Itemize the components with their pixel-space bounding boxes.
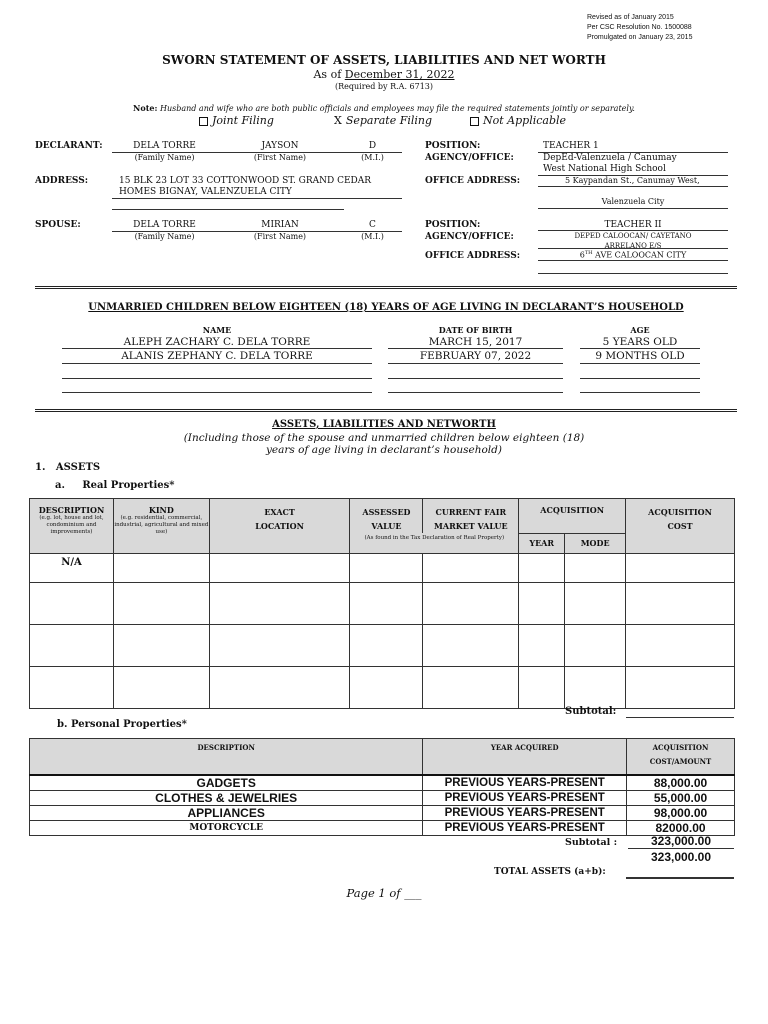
- total-assets-label: TOTAL ASSETS (a+b):: [494, 867, 606, 877]
- children-heading: UNMARRIED CHILDREN BELOW EIGHTEEN (18) YEARS OF AGE LIVING IN DECLARANT’S HOUSEHOLD: [88, 302, 684, 313]
- pp-row-1-desc: GADGETS: [30, 775, 423, 791]
- office-address-line-2: Valenzuela City: [601, 197, 665, 206]
- family-name-caption: (Family Name): [134, 153, 195, 162]
- pp-col-cost-1: ACQUISITION: [652, 743, 709, 752]
- separate-filing-label: Separate Filing: [345, 114, 433, 127]
- joint-filing-option[interactable]: [199, 114, 274, 127]
- pp-row-3-cost: 98,000.00: [627, 805, 735, 820]
- table-row: [30, 820, 735, 835]
- col-fair: [423, 499, 519, 534]
- pp-col-cost-2: COST/AMOUNT: [649, 757, 712, 766]
- spouse-agency-label: AGENCY/OFFICE:: [425, 232, 514, 242]
- spouse-position: TEACHER II: [604, 220, 662, 230]
- note-label: Note:: [133, 103, 158, 113]
- office-address-label: OFFICE ADDRESS:: [425, 176, 521, 186]
- first-row-desc: N/A: [30, 553, 114, 582]
- col-acquisition-title: ACQUISITION: [540, 505, 605, 515]
- pp-row-2-desc: CLOTHES & JEWELRIES: [30, 790, 423, 805]
- pp-row-4-year: PREVIOUS YEARS-PRESENT: [423, 820, 627, 835]
- spouse-office-num: 6: [579, 250, 585, 260]
- col-location-2: LOCATION: [255, 521, 304, 531]
- revised-text: Revised as of January 2015: [587, 14, 674, 21]
- col-location-1: EXACT: [264, 507, 295, 517]
- separate-filing-option[interactable]: [334, 114, 432, 127]
- note-text: Husband and wife who are both public officials and employees may file the required statements jointly or separately.: [159, 104, 635, 113]
- col-age-header: AGE: [630, 325, 650, 335]
- col-assessed-1: ASSESSED: [362, 507, 411, 517]
- mi-caption: (M.I.): [361, 153, 384, 162]
- family-name-caption: (Family Name): [134, 232, 195, 241]
- declarant-position: TEACHER 1: [543, 141, 599, 151]
- pp-row-1-year: PREVIOUS YEARS-PRESENT: [423, 775, 627, 791]
- assets-label: 1. ASSETS: [35, 462, 101, 473]
- personal-properties-label: b. Personal Properties*: [57, 719, 187, 730]
- table-row: [30, 624, 735, 666]
- spouse-office-rest: AVE CALOOCAN CITY: [592, 250, 687, 260]
- mi-caption: (M.I.): [361, 232, 384, 241]
- required-by: (Required by R.A. 6713): [334, 82, 434, 91]
- csc-text: Per CSC Resolution No. 1500088: [587, 24, 692, 31]
- col-description: [30, 499, 114, 554]
- first-name-caption: (First Name): [253, 153, 307, 162]
- col-year: YEAR: [519, 533, 565, 553]
- table-row: [30, 582, 735, 624]
- pp-row-2-year: PREVIOUS YEARS-PRESENT: [423, 790, 627, 805]
- col-description-sub: (e.g. lot, house and lot, condominium and improvements): [39, 515, 104, 535]
- child-1-dob: MARCH 15, 2017: [428, 336, 523, 348]
- col-fair-2: MARKET VALUE: [434, 521, 508, 531]
- table-row: [30, 553, 735, 582]
- spouse-office-sup: TH: [584, 250, 593, 256]
- col-assessed-2: VALUE: [371, 521, 402, 531]
- not-applicable-label: Not Applicable: [483, 114, 567, 127]
- as-of-label: As of: [313, 68, 342, 81]
- spouse-first-name: MIRIAN: [261, 220, 299, 230]
- agency-line-2: West National High School: [543, 164, 666, 174]
- address-line-1: 15 BLK 23 LOT 33 COTTONWOOD ST. GRAND CEDAR: [119, 176, 372, 186]
- child-2-dob: FEBRUARY 07, 2022: [419, 350, 532, 362]
- spouse-office-address: [538, 250, 728, 260]
- position-label: POSITION:: [425, 141, 481, 151]
- assets-sub-1: (Including those of the spouse and unmarried children below eighteen (18): [183, 432, 585, 444]
- declarant-agency: [543, 153, 677, 175]
- col-cost: [626, 499, 735, 554]
- child-1-age: 5 YEARS OLD: [602, 336, 678, 348]
- col-location: [209, 499, 350, 554]
- col-kind: [113, 499, 209, 554]
- note: [0, 103, 768, 113]
- col-kind-sub: (e.g. residential, commercial, industrial, agricultural and mixed use): [114, 515, 209, 535]
- pp-row-4-cost: 82000.00: [627, 820, 735, 835]
- promulgated-text: Promulgated on January 23, 2015: [587, 34, 693, 41]
- not-applicable-option[interactable]: [470, 114, 566, 127]
- spouse-office-address-label: OFFICE ADDRESS:: [425, 251, 521, 261]
- checkbox-icon: [199, 117, 208, 126]
- checkbox-icon: [470, 117, 479, 126]
- assets-heading: ASSETS, LIABILITIES AND NETWORTH: [272, 419, 496, 430]
- pp-col-description: DESCRIPTION: [30, 739, 423, 775]
- pp-col-cost: [627, 739, 735, 775]
- col-fair-1: CURRENT FAIR: [435, 507, 507, 517]
- pp-row-1-cost: 88,000.00: [627, 775, 735, 791]
- spouse-family-name: DELA TORRE: [133, 220, 196, 230]
- spouse-position-label: POSITION:: [425, 220, 481, 230]
- col-tax-note: (As found in the Tax Declaration of Real Property): [350, 533, 519, 553]
- revision-info: [587, 13, 692, 43]
- address-line-2: HOMES BIGNAY, VALENZUELA CITY: [119, 187, 292, 197]
- total-value: 323,000.00: [650, 850, 712, 864]
- child-2-age: 9 MONTHS OLD: [595, 350, 685, 362]
- document-title: SWORN STATEMENT OF ASSETS, LIABILITIES AND NET WORTH: [162, 53, 606, 67]
- col-description-title: DESCRIPTION: [38, 505, 105, 515]
- declarant-first-name: JAYSON: [261, 141, 299, 151]
- table-row: [30, 805, 735, 820]
- col-cost-1: ACQUISITION: [648, 507, 712, 517]
- pp-row-4-desc: MOTORCYCLE: [30, 820, 423, 835]
- declarant-family-name: DELA TORRE: [133, 141, 196, 151]
- table-row: [30, 790, 735, 805]
- spouse-mi: C: [369, 220, 376, 230]
- pp-row-2-cost: 55,000.00: [627, 790, 735, 805]
- pp-row-3-desc: APPLIANCES: [30, 805, 423, 820]
- assets-sub-2: years of age living in declarant’s household): [266, 444, 502, 456]
- agency-line-1: DepEd-Valenzuela / Canumay: [543, 153, 677, 163]
- pp-col-year: YEAR ACQUIRED: [423, 739, 627, 775]
- declarant-address: [119, 176, 371, 198]
- real-properties-label: a. Real Properties*: [55, 480, 175, 491]
- separate-mark: X: [334, 114, 342, 127]
- col-assessed: [350, 499, 423, 534]
- spouse-agency-line-2: ARRELANO E/S: [604, 242, 662, 250]
- pp-row-3-year: PREVIOUS YEARS-PRESENT: [423, 805, 627, 820]
- declarant-label: DECLARANT:: [35, 141, 103, 151]
- office-address-line-1: 5 Kaypandan St., Canumay West,: [565, 176, 700, 185]
- address-label: ADDRESS:: [35, 176, 89, 186]
- agency-label: AGENCY/OFFICE:: [425, 153, 514, 163]
- personal-properties-table: [29, 738, 735, 836]
- col-dob-header: DATE OF BIRTH: [438, 325, 513, 335]
- page-number: Page 1 of ___: [346, 886, 422, 900]
- col-name-header: NAME: [202, 325, 232, 335]
- as-of-line: [0, 68, 768, 81]
- joint-filing-label: Joint Filing: [212, 114, 274, 127]
- col-acquisition: [519, 499, 626, 534]
- real-properties-table: [29, 498, 735, 709]
- child-1-name: ALEPH ZACHARY C. DELA TORRE: [123, 336, 311, 348]
- first-name-caption: (First Name): [253, 232, 307, 241]
- table-row: [30, 666, 735, 708]
- col-kind-title: KIND: [148, 505, 174, 515]
- as-of-date: December 31, 2022: [344, 68, 455, 81]
- pp-subtotal-label: Subtotal :: [565, 837, 618, 848]
- pp-subtotal-value: 323,000.00: [650, 834, 712, 848]
- declarant-mi: D: [368, 141, 377, 151]
- real-subtotal-label: Subtotal:: [565, 706, 617, 717]
- col-mode: MODE: [565, 533, 626, 553]
- spouse-agency-line-1: DEPED CALOOCAN/ CAYETANO: [574, 232, 692, 240]
- spouse-label: SPOUSE:: [35, 220, 81, 230]
- child-2-name: ALANIS ZEPHANY C. DELA TORRE: [121, 350, 313, 362]
- col-cost-2: COST: [667, 521, 693, 531]
- table-row: [30, 775, 735, 791]
